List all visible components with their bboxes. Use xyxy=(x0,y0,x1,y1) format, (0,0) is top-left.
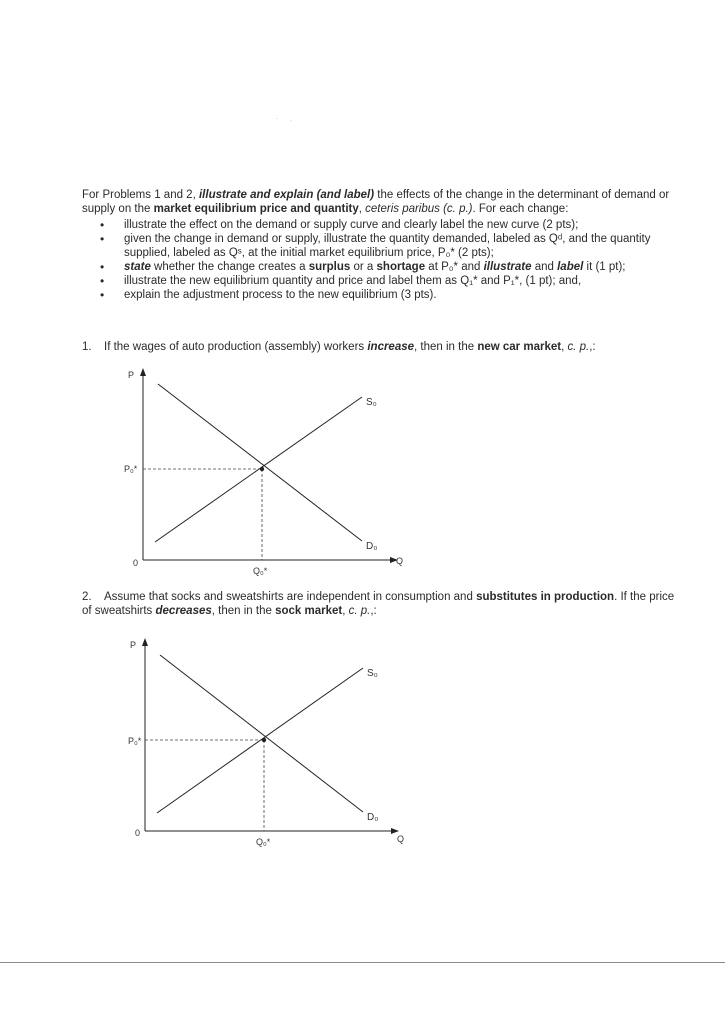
graph-1 xyxy=(124,368,403,576)
bullet-text: illustrate the effect on the demand or supply curve and clearly label the new curve (2 pts); xyxy=(124,219,579,231)
equilibrium-price-label: P₀* xyxy=(124,464,138,474)
bullet-text: whether the change creates a xyxy=(150,261,309,273)
problem-emphasis: increase xyxy=(367,341,415,353)
bullet-emphasis: label xyxy=(557,261,584,273)
bullet-emphasis: state xyxy=(124,261,151,273)
problem-ceteris-paribus: c. p. xyxy=(348,605,371,617)
bullet-emphasis: illustrate xyxy=(483,261,532,273)
p-axis-label: P xyxy=(130,640,137,650)
problem-number: 1. xyxy=(82,341,92,353)
bullet-text: at P₀* and xyxy=(425,261,484,273)
origin-label: 0 xyxy=(135,828,141,838)
lead-ceteris-paribus: ceteris paribus (c. p.) xyxy=(365,203,473,215)
equilibrium-price-label: P₀* xyxy=(128,736,142,746)
equilibrium-quantity-label: Q₀* xyxy=(256,837,271,847)
problem-text: , xyxy=(561,341,568,353)
bullet-text: illustrate the new equilibrium quantity and price and label them as Q₁* and P₁*, (1 pt); and, xyxy=(124,275,582,287)
problem-emphasis: decreases xyxy=(155,605,212,617)
problem-ceteris-paribus: c. p. xyxy=(567,341,590,353)
supply-curve xyxy=(155,397,362,542)
q-axis-label: Q xyxy=(397,834,405,844)
supply-curve xyxy=(157,668,363,813)
equilibrium-quantity-label: Q₀* xyxy=(253,566,268,576)
problem-number: 2. xyxy=(82,591,92,603)
equilibrium-point xyxy=(260,467,264,471)
p-axis-label: P xyxy=(128,370,135,380)
lead-bold: market equilibrium price and quantity xyxy=(153,203,359,215)
problem-text: ,: xyxy=(370,605,377,617)
problem-bold: sock market xyxy=(275,605,343,617)
problem-text: If the wages of auto production (assembly) workers xyxy=(104,341,368,353)
problem-text: Assume that socks and sweatshirts are independent in consumption and xyxy=(104,591,477,603)
page-bottom-rule xyxy=(0,962,725,963)
bullet-text: it (1 pt); xyxy=(583,261,626,273)
equilibrium-point xyxy=(262,738,266,742)
problem-text: , then in the xyxy=(211,605,276,617)
problem-text: . If the price of sweatshirts xyxy=(82,591,675,617)
problem-text: ,: xyxy=(589,341,596,353)
bullet-text: given the change in demand or supply, illustrate the quantity demanded, labeled as Qᵈ, and the quantity supplied, labeled as Qˢ, at the initial market equilibrium price, P₀* (2 pts); xyxy=(124,233,651,259)
scan-speck: · xyxy=(276,116,278,122)
origin-label: 0 xyxy=(133,558,139,568)
demand-curve xyxy=(158,384,362,541)
problem-text: , then in the xyxy=(414,341,478,353)
demand-curve xyxy=(160,655,363,812)
bullet-bold: shortage xyxy=(376,261,426,273)
lead-emphasis: illustrate and explain (and label) xyxy=(198,189,375,201)
graph-2 xyxy=(128,638,404,847)
bullet-text: or a xyxy=(350,261,377,273)
p-axis-arrow-icon xyxy=(142,638,148,646)
bullet-bold: surplus xyxy=(308,261,351,273)
problem-bold: new car market xyxy=(477,341,562,353)
scan-speck: · xyxy=(290,118,292,124)
q-axis-label: Q xyxy=(396,556,404,566)
lead-text: , xyxy=(358,203,366,215)
lead-text: the effects of the change in the determinant of demand or supply on the xyxy=(82,189,670,215)
bullet-text: explain the adjustment process to the new equilibrium (3 pts). xyxy=(124,289,437,301)
lead-text: . For each change: xyxy=(472,203,569,215)
p-axis-arrow-icon xyxy=(140,368,146,376)
bullet-text: and xyxy=(531,261,558,273)
demand-label: D₀ xyxy=(366,541,378,552)
supply-label: S₀ xyxy=(366,397,377,408)
lead-text: For Problems 1 and 2, xyxy=(82,189,199,201)
demand-label: D₀ xyxy=(367,812,379,823)
problem-text: , xyxy=(342,605,349,617)
supply-label: S₀ xyxy=(367,668,378,679)
problem-bold: substitutes in production xyxy=(476,591,615,603)
